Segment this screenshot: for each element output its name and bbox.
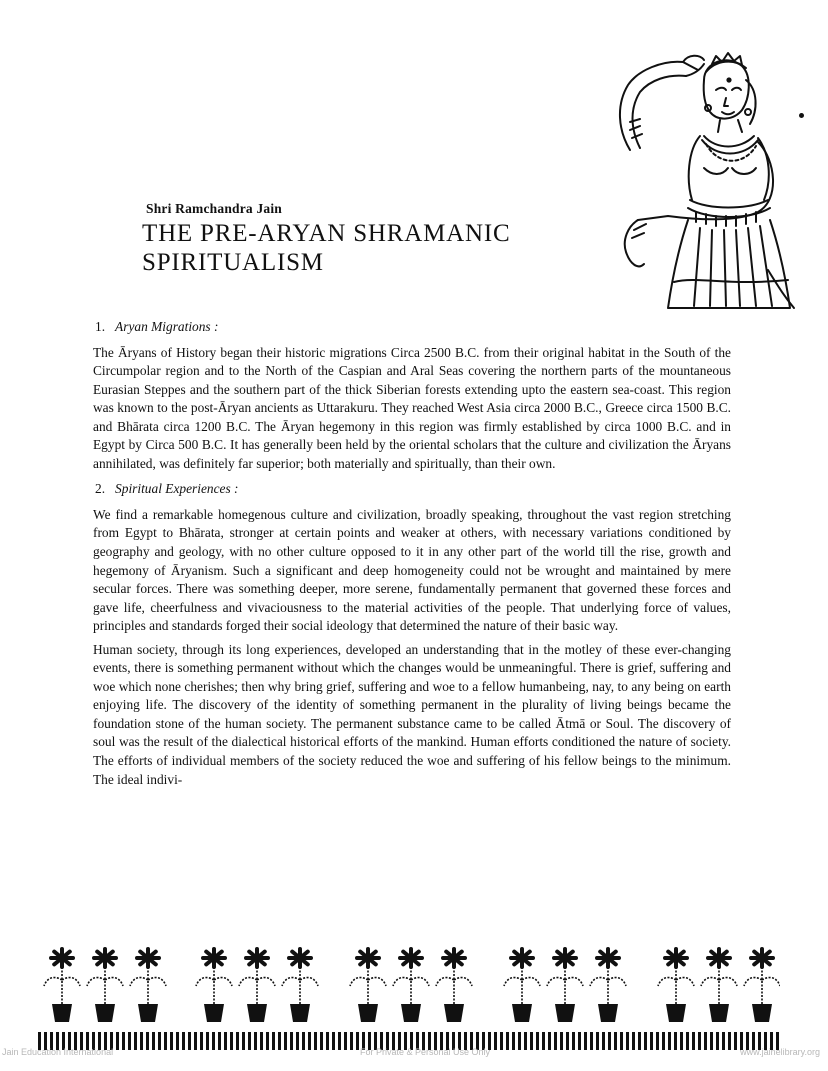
stripe-bar	[338, 1032, 341, 1050]
stripe-bar	[146, 1032, 149, 1050]
paragraph: We find a remarkable homegenous culture and civilization, broadly speaking, throughout the vast region stretching from Egypt to Bhārata, stronger at certain points and weaker at others, with necessary variations conditioned by geography and geology, with no other culture opposed to it in any other part of the world till the rise, growth and hegemony of Āryanism. Such a significant and deep homogeneity could not be wrought and maintained by mere secular forces. There was something deeper, more serene, fundamentally permanent that governed these forces and gave life, cheerfulness and vivaciousness to the material activities of the people. That underlying force of values, principles and standards forged their social ideology that determined the nature of their basic way.	[93, 506, 731, 634]
stripe-bar	[158, 1032, 161, 1050]
stripe-bar	[350, 1032, 353, 1050]
potted-flower-icon	[436, 949, 472, 1022]
stripe-bar	[344, 1032, 347, 1050]
stripe-bar	[302, 1032, 305, 1050]
stripe-bar	[722, 1032, 725, 1050]
potted-flower-icon	[393, 949, 429, 1022]
stripe-bar	[728, 1032, 731, 1050]
stripe-bar	[668, 1032, 671, 1050]
stripe-bar	[314, 1032, 317, 1050]
stripe-bar	[674, 1032, 677, 1050]
stripe-bar	[128, 1032, 131, 1050]
stripe-bar	[218, 1032, 221, 1050]
section-number: 2.	[95, 481, 106, 497]
article-body	[93, 318, 731, 796]
stripe-bar	[662, 1032, 665, 1050]
stripe-bar	[152, 1032, 155, 1050]
stripe-bar	[290, 1032, 293, 1050]
potted-flower-icon	[590, 949, 626, 1022]
footer-right-text: www.jainelibrary.org	[740, 1047, 820, 1057]
section-number: 1.	[95, 319, 106, 334]
dancer-illustration	[608, 50, 798, 312]
footer-center-text: For Private & Personal Use Only	[360, 1047, 491, 1057]
stripe-bar	[224, 1032, 227, 1050]
paragraph: Human society, through its long experiences, developed an understanding that in the motley of these ever-changing events, there is something permanent without which the changes would be unmeaningful. There is grief, suffering and woe which none cherishes; then why bring grief, suffering and woe to a fellow humanbeing, nay, to any being on earth enjoying life. The discovery of the identity of something permanent in the plurality of living beings became the foundation stone of the human society. The permanent substance came to be called Ātmā or Soul. The discovery of soul was the result of the dialectical historical efforts of the mankind. Human efforts conditioned the nature of society. The efforts of individual members of the society reduced the woe and suffering of his fellow beings to the minimum. The ideal indivi-	[93, 641, 731, 787]
stripe-bar	[734, 1032, 737, 1050]
stripe-bar	[194, 1032, 197, 1050]
potted-flower-icon	[196, 949, 232, 1022]
stripe-bar	[524, 1032, 527, 1050]
stripe-bar	[230, 1032, 233, 1050]
stripe-bar	[710, 1032, 713, 1050]
potted-flower-icon	[504, 949, 540, 1022]
stripe-bar	[500, 1032, 503, 1050]
stripe-bar	[638, 1032, 641, 1050]
stripe-bar	[182, 1032, 185, 1050]
stripe-bar	[578, 1032, 581, 1050]
stripe-bar	[716, 1032, 719, 1050]
stripe-bar	[590, 1032, 593, 1050]
stripe-bar	[326, 1032, 329, 1050]
stripe-bar	[278, 1032, 281, 1050]
stripe-bar	[626, 1032, 629, 1050]
stripe-bar	[698, 1032, 701, 1050]
stripe-bar	[116, 1032, 119, 1050]
stripe-bar	[308, 1032, 311, 1050]
potted-flower-icon	[350, 949, 386, 1022]
stripe-bar	[542, 1032, 545, 1050]
title-line-2: SPIRITUALISM	[142, 249, 324, 276]
stripe-bar	[296, 1032, 299, 1050]
stripe-bar	[140, 1032, 143, 1050]
section-title: Aryan Migrations :	[115, 319, 219, 334]
stripe-bar	[266, 1032, 269, 1050]
potted-flower-icon	[282, 949, 318, 1022]
stripe-bar	[536, 1032, 539, 1050]
stripe-bar	[332, 1032, 335, 1050]
footer-left-text: Jain Education International	[2, 1047, 114, 1057]
stripe-bar	[122, 1032, 125, 1050]
stripe-bar	[506, 1032, 509, 1050]
stripe-bar	[212, 1032, 215, 1050]
paragraph: The Āryans of History began their historic migrations Circa 2500 B.C. from their original habitat in the South of the Circumpolar region and to the North of the Caspian and Aral Seas covering the northern parts of the mountaneous Eurasian Steppes and the southern part of the thick Siberian forests extending upto the eastern sea-coast. This region was known to the post-Āryan ancients as Uttarakuru. They reached West Asia circa 2000 B.C., Greece circa 1500 B.C. and Bhārata circa 1200 B.C. The Āryan hegemony in this region was firmly established by circa 1000 B.C. and in Egypt by Circa 500 B.C. It has generally been held by the oriental scholars that the culture and civilization the Āryans annihilated, was definitely far superior; both materially and spiritually, than their own.	[93, 344, 731, 471]
stripe-bar	[530, 1032, 533, 1050]
potted-flower-icon	[44, 949, 80, 1022]
stripe-bar	[272, 1032, 275, 1050]
stripe-bar	[320, 1032, 323, 1050]
stripe-bar	[164, 1032, 167, 1050]
stripe-bar	[614, 1032, 617, 1050]
stripe-bar	[554, 1032, 557, 1050]
potted-flower-icon	[239, 949, 275, 1022]
stripe-bar	[254, 1032, 257, 1050]
section-heading-aryan-migrations	[93, 318, 731, 337]
stripe-bar	[596, 1032, 599, 1050]
stripe-bar	[242, 1032, 245, 1050]
stripe-bar	[644, 1032, 647, 1050]
potted-flower-icon	[130, 949, 166, 1022]
stripe-bar	[188, 1032, 191, 1050]
stripe-bar	[494, 1032, 497, 1050]
stripe-bar	[512, 1032, 515, 1050]
stripe-bar	[134, 1032, 137, 1050]
stripe-bar	[632, 1032, 635, 1050]
stripe-bar	[704, 1032, 707, 1050]
stripe-bar	[584, 1032, 587, 1050]
title-line-1: THE PRE-ARYAN SHRAMANIC	[142, 220, 511, 247]
scan-speck	[799, 113, 804, 118]
stripe-bar	[248, 1032, 251, 1050]
stripe-bar	[566, 1032, 569, 1050]
potted-flower-icon	[658, 949, 694, 1022]
stripe-bar	[236, 1032, 239, 1050]
section-title: Spiritual Experiences :	[115, 481, 239, 497]
stripe-bar	[176, 1032, 179, 1050]
stripe-bar	[170, 1032, 173, 1050]
potted-flower-icon	[87, 949, 123, 1022]
author-name: Shri Ramchandra Jain	[146, 201, 283, 216]
stripe-bar	[260, 1032, 263, 1050]
stripe-bar	[200, 1032, 203, 1050]
stripe-bar	[620, 1032, 623, 1050]
potted-flower-border	[38, 942, 780, 1027]
stripe-bar	[572, 1032, 575, 1050]
section-heading-spiritual-experiences	[93, 480, 731, 499]
stripe-bar	[680, 1032, 683, 1050]
stripe-bar	[356, 1032, 359, 1050]
potted-flower-icon	[701, 949, 737, 1022]
stripe-bar	[686, 1032, 689, 1050]
potted-flower-icon	[547, 949, 583, 1022]
stripe-bar	[560, 1032, 563, 1050]
article-title	[142, 219, 510, 277]
potted-flower-icon	[744, 949, 780, 1022]
stripe-bar	[692, 1032, 695, 1050]
stripe-bar	[650, 1032, 653, 1050]
stripe-bar	[608, 1032, 611, 1050]
stripe-bar	[656, 1032, 659, 1050]
stripe-bar	[518, 1032, 521, 1050]
stripe-bar	[284, 1032, 287, 1050]
stripe-bar	[602, 1032, 605, 1050]
stripe-bar	[548, 1032, 551, 1050]
stripe-bar	[206, 1032, 209, 1050]
